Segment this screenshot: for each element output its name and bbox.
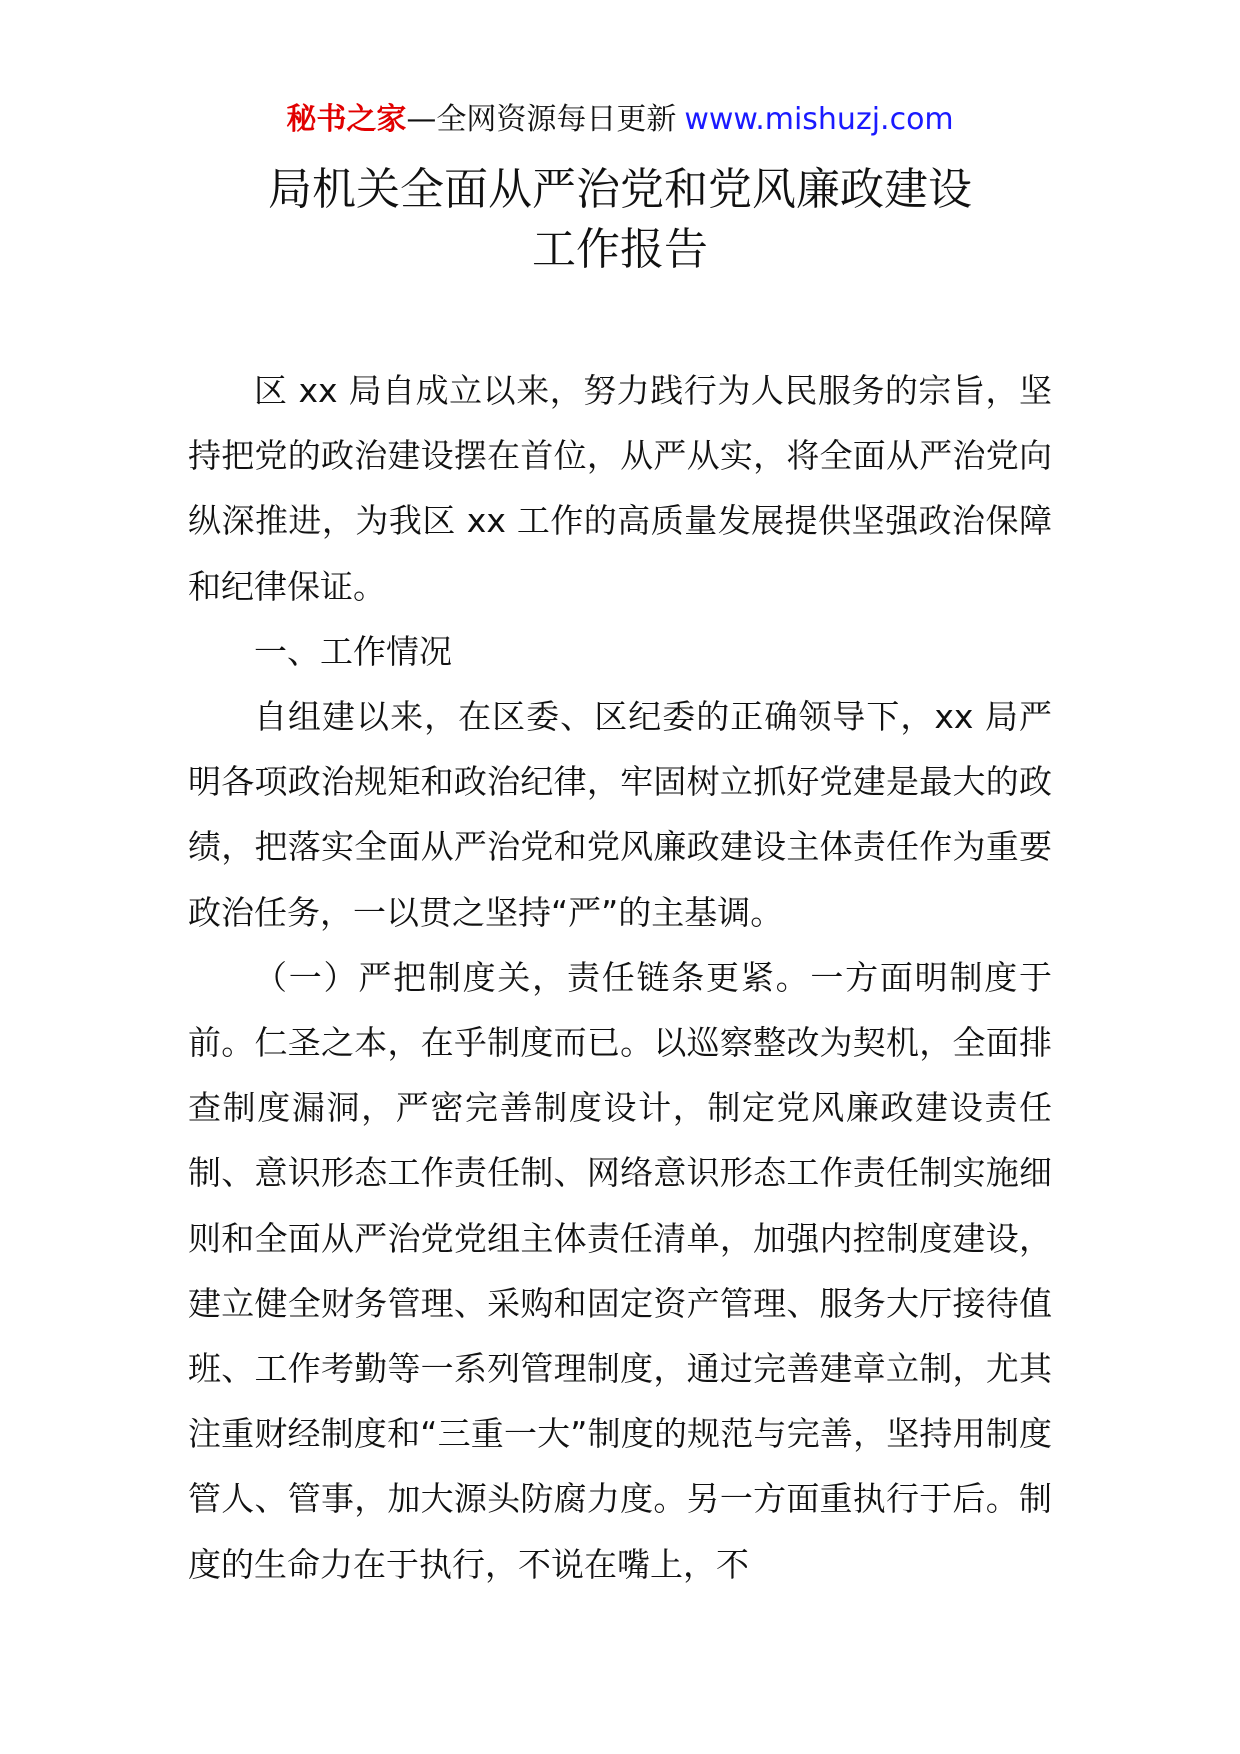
header-slogan: —全网资源每日更新: [406, 102, 677, 137]
section-heading: 一、工作情况: [254, 631, 452, 671]
title-line-1: 局机关全面从严治党和党风廉政建设: [268, 164, 972, 215]
document-title: [0, 162, 1240, 278]
paragraph-system: （一）严把制度关，责任链条更紧。一方面明制度于前。仁圣之本，在乎制度而已。以巡察整改为契机，全面排查制度漏洞，严密完善制度设计，制定党风廉政建设责任制、意识形态工作责任制、网络意识形态工作责任制实施细则和全面从严治党党组主体责任清单，加强内控制度建设，建立健全财务管理、采购和固定资产管理、服务大厅接待值班、工作考勤等一系列管理制度，通过完善建章立制，尤其注重财经制度和“三重一大”制度的规范与完善，坚持用制度管人、管事，加大源头防腐力度。另一方面重执行于后。制度的生命力在于执行，不说在嘴上，不: [188, 957, 1052, 1584]
title-line-2: 工作报告: [532, 224, 708, 275]
website-link[interactable]: www.mishuzj.com: [684, 102, 954, 137]
brand-name: 秘书之家: [286, 102, 407, 137]
page-header: [0, 100, 1240, 140]
document-body: [188, 358, 1052, 1597]
paragraph-overview: 自组建以来，在区委、区纪委的正确领导下，xx 局严明各项政治规矩和政治纪律，牢固树立抓好党建是最大的政绩，把落实全面从严治党和党风廉政建设主体责任作为重要政治任务，一以贯之坚持“严”的主基调。: [188, 697, 1052, 932]
paragraph-intro: 区 xx 局自成立以来，努力践行为人民服务的宗旨，坚持把党的政治建设摆在首位，从严从实，将全面从严治党向纵深推进，为我区 xx 工作的高质量发展提供坚强政治保障和纪律保证。: [188, 371, 1052, 606]
